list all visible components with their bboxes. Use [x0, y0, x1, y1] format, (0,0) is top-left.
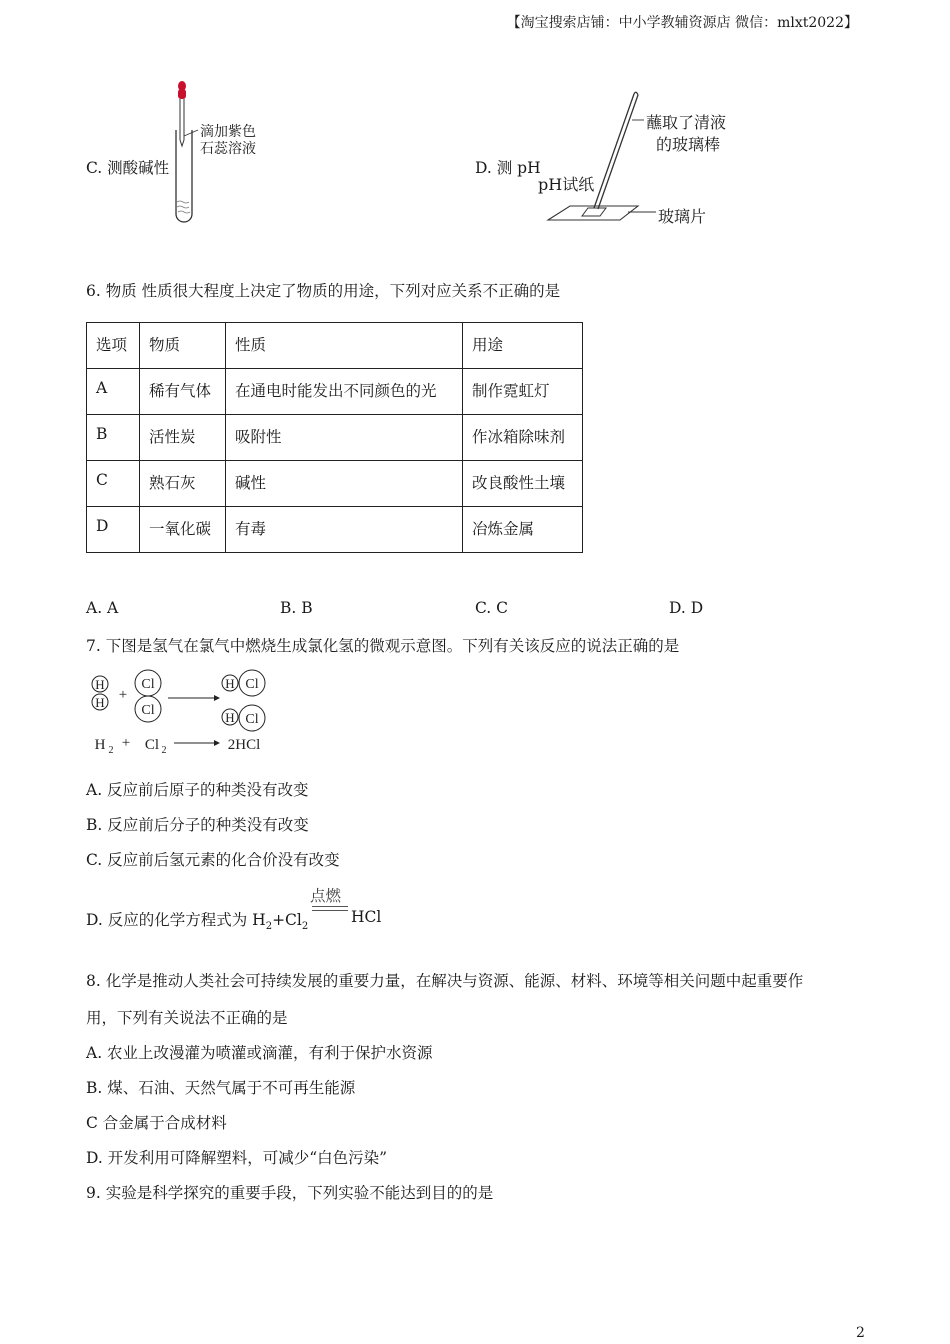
plus-sign: + — [118, 687, 128, 703]
q5-d-annotation-paper: pH试纸 — [538, 175, 595, 194]
svg-text:H: H — [225, 710, 235, 725]
table-cell: 改良酸性土壤 — [463, 461, 583, 507]
q6-option-c: C. C — [475, 599, 509, 617]
table-cell: 制作霓虹灯 — [463, 369, 583, 415]
table-cell: 稀有气体 — [140, 369, 226, 415]
q5-c-annotation-line2: 石蕊溶液 — [200, 141, 256, 157]
eq-h: H — [94, 737, 106, 753]
q6-option-d: D. D — [669, 599, 704, 617]
eq-product: 2HCl — [227, 737, 261, 753]
table-cell: 碱性 — [226, 461, 463, 507]
table-cell: A — [87, 369, 140, 415]
table-row — [87, 507, 583, 553]
table-header-cell: 物质 — [140, 323, 226, 369]
q6-table — [86, 322, 583, 553]
table-cell: 一氧化碳 — [140, 507, 226, 553]
eq-cl-sub: 2 — [161, 745, 167, 756]
q7-option-d: D. 反应的化学方程式为 $H_2+Cl_2$ — [86, 911, 309, 932]
q9-stem: 9. 实验是科学探究的重要手段，下列实验不能达到目的的是 — [86, 1184, 494, 1202]
table-row — [87, 369, 583, 415]
table-cell: B — [87, 415, 140, 461]
equation-equals-line-bottom — [312, 910, 348, 911]
test-tube — [176, 130, 192, 222]
svg-text:Cl: Cl — [245, 677, 259, 692]
eq-plus: + — [121, 735, 131, 751]
q7-option-c: C. 反应前后氢元素的化合价没有改变 — [86, 851, 340, 869]
q6-option-a: A. A — [86, 599, 119, 617]
q5-d-annotation-glass: 玻璃片 — [658, 207, 707, 226]
q5-d-annotation-rod-line1: 蘸取了清液 — [646, 113, 727, 132]
table-cell: 作冰箱除味剂 — [463, 415, 583, 461]
page-header: 【淘宝搜索店铺：中小学教辅资源店 微信：mlxt2022】 — [506, 15, 858, 31]
table-header-cell: 用途 — [463, 323, 583, 369]
dropper-bulb-body — [178, 89, 186, 99]
cl-atom-label: Cl — [141, 677, 155, 692]
table-cell: 在通电时能发出不同颜色的光 — [226, 369, 463, 415]
ph-paper — [582, 208, 606, 216]
equation-equals-line-top — [312, 906, 348, 907]
svg-text:Cl: Cl — [245, 712, 259, 727]
q8-option-b: B. 煤、石油、天然气属于不可再生能源 — [86, 1079, 356, 1097]
q8-option-c: C 合金属于合成材料 — [86, 1114, 227, 1132]
table-row — [87, 415, 583, 461]
reaction-micro-diagram — [86, 666, 286, 760]
table-cell: C — [87, 461, 140, 507]
eq-h-sub: 2 — [108, 745, 114, 756]
glass-rod — [594, 94, 634, 208]
q7-option-d-product: HCl — [351, 908, 382, 926]
q6-option-b: B. B — [280, 599, 313, 617]
svg-text:H: H — [225, 676, 235, 691]
table-cell: 熟石灰 — [140, 461, 226, 507]
table-cell: D — [87, 507, 140, 553]
page-number: 2 — [856, 1325, 865, 1341]
eq-cl: Cl — [144, 737, 160, 753]
q7-option-a: A. 反应前后原子的种类没有改变 — [86, 781, 309, 799]
cl-atom-label: Cl — [141, 703, 155, 718]
q5-option-c-label: C. 测酸碱性 — [86, 159, 170, 177]
table-cell: 有毒 — [226, 507, 463, 553]
q5-option-d-label: D. 测 pH — [475, 159, 541, 177]
q5-d-annotation-rod-line2: 的玻璃棒 — [656, 135, 721, 154]
q8-option-a: A. 农业上改漫灌为喷灌或滴灌，有利于保护水资源 — [86, 1044, 433, 1062]
table-header-cell: 性质 — [226, 323, 463, 369]
h-atom-label: H — [95, 695, 105, 710]
q7-option-b: B. 反应前后分子的种类没有改变 — [86, 816, 309, 834]
q8-stem-line2: 用，下列有关说法不正确的是 — [86, 1009, 288, 1027]
table-row — [87, 461, 583, 507]
table-cell: 吸附性 — [226, 415, 463, 461]
table-cell: 活性炭 — [140, 415, 226, 461]
ph-test-diagram — [540, 88, 660, 228]
q6-stem: 6. 物质 性质很大程度上决定了物质的用途，下列对应关系不正确的是 — [86, 282, 561, 300]
q8-option-d: D. 开发利用可降解塑料，可减少“白色污染” — [86, 1149, 388, 1167]
h-atom-label: H — [95, 677, 105, 692]
reaction-condition: 点燃 — [310, 887, 342, 905]
q7-stem: 7. 下图是氢气在氯气中燃烧生成氯化氢的微观示意图。下列有关该反应的说法正确的是 — [86, 637, 680, 655]
table-header-row — [87, 323, 583, 369]
table-cell: 冶炼金属 — [463, 507, 583, 553]
q8-stem-line1: 8. 化学是推动人类社会可持续发展的重要力量，在解决与资源、能源、材料、环境等相关问题中起重要作 — [86, 972, 804, 990]
table-header-cell: 选项 — [87, 323, 140, 369]
q5-c-annotation-line1: 滴加紫色 — [200, 124, 256, 140]
